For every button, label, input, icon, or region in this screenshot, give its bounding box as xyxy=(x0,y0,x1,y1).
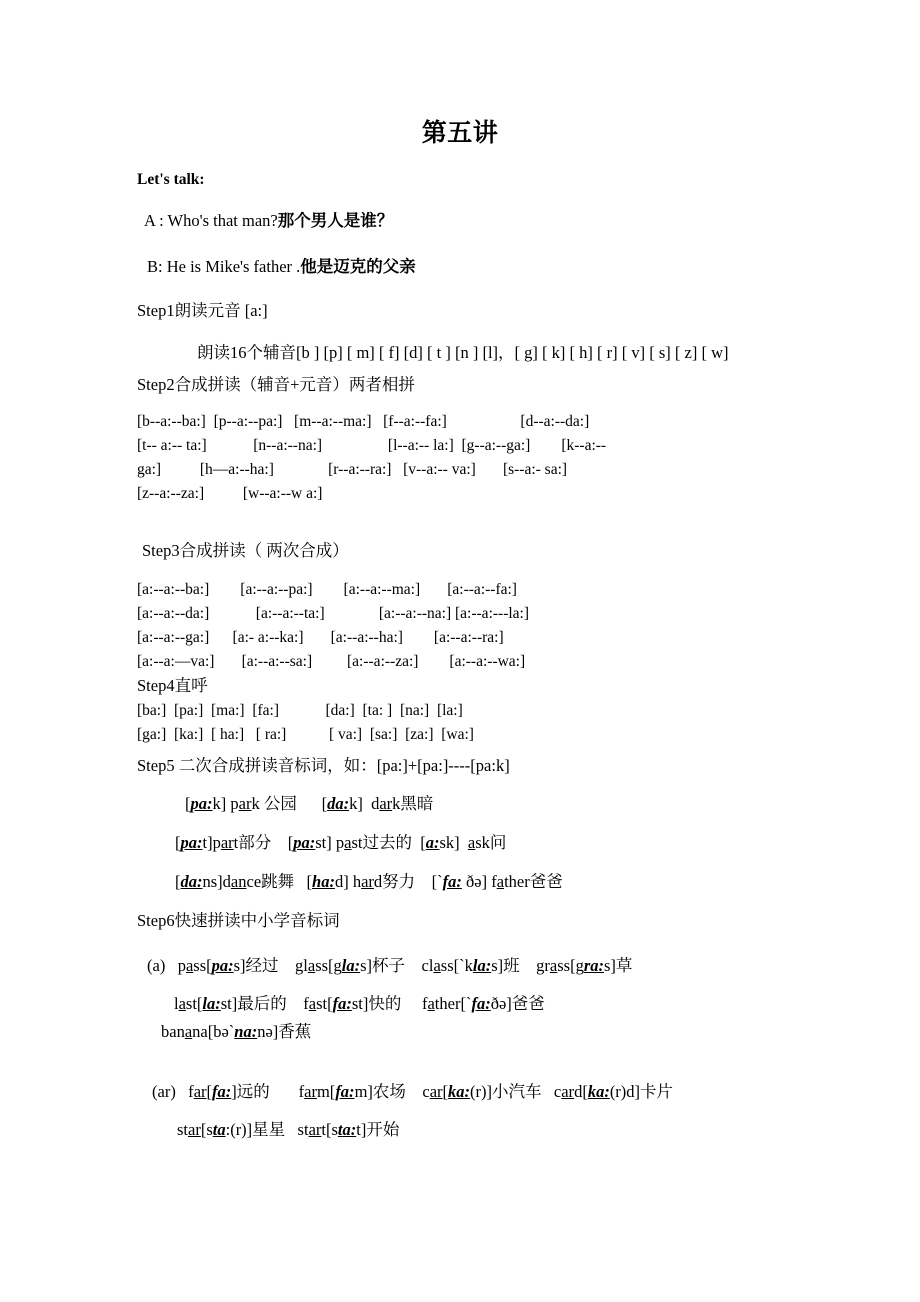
text-run: t[s xyxy=(321,1120,338,1139)
step6-group-ar-line xyxy=(137,1118,783,1142)
text-run: ka: xyxy=(448,1082,471,1101)
step6-group-a-line xyxy=(137,1020,783,1044)
text-run: an xyxy=(230,872,247,891)
text-run: a xyxy=(467,833,476,852)
text-run: [ xyxy=(175,872,181,891)
text-run: [ xyxy=(442,1082,449,1101)
text-run: ar xyxy=(188,1120,201,1139)
step5-line xyxy=(137,831,783,855)
text-run: ta: xyxy=(337,1120,357,1139)
dialog-line-a xyxy=(137,210,783,232)
step3-row: [a:--a:--da:] [a:--a:--ta:] [a:--a:--na:] [a:--a:---la:] xyxy=(137,605,530,622)
step2-row: ga:] [h—a:--ha:] [r--a:--ra:] [v--a:-- va:] [s--a:- sa:] xyxy=(137,461,568,478)
text-run: sk问 xyxy=(475,833,507,852)
text-run: ns]d xyxy=(202,872,231,891)
step5-line xyxy=(137,792,783,816)
step2-row: [t-- a:-- ta:] [n--a:--na:] [l--a:-- la:] [g--a:--ga:] [k--a:-- xyxy=(137,437,607,454)
dialog-chinese-a: 那个男人是谁？ xyxy=(277,211,394,230)
text-run: na: xyxy=(234,1022,258,1041)
text-run: a xyxy=(185,956,194,975)
text-run: st] p xyxy=(315,833,345,852)
text-run: ar xyxy=(193,1082,207,1101)
lets-talk-label: Let's talk: xyxy=(137,171,205,188)
text-run: s]杯子 cl xyxy=(360,956,434,975)
text-run: la: xyxy=(472,956,492,975)
text-run: s]经过 gl xyxy=(233,956,308,975)
text-run: ther[` xyxy=(434,994,472,1013)
step6-heading: Step6快速拼读中小学音标词 xyxy=(137,911,340,930)
text-run: st[ xyxy=(185,994,203,1013)
text-run: k] p xyxy=(212,794,239,813)
text-run: d] h xyxy=(334,872,362,891)
dialog-english-b: He is Mike's father . xyxy=(166,257,301,276)
text-run: l xyxy=(174,994,179,1013)
text-run: ce跳舞 [ xyxy=(246,872,313,891)
text-run: ar xyxy=(238,794,252,813)
text-run: st]最后的 f xyxy=(220,994,309,1013)
text-run: da: xyxy=(180,872,203,891)
step3-heading: Step3合成拼读（ 两次合成） xyxy=(142,541,349,560)
text-run: st xyxy=(177,1120,189,1139)
text-run: pa: xyxy=(293,833,316,852)
page-title: 第五讲 xyxy=(421,118,499,147)
step3-row: [a:--a:--ba:] [a:--a:--pa:] [a:--a:--ma:] [a:--a:--fa:] xyxy=(137,581,517,598)
text-run: nə]香蕉 xyxy=(257,1022,312,1041)
step2-heading: Step2合成拼读（辅音+元音）两者相拼 xyxy=(137,375,415,394)
text-run: [ xyxy=(185,794,191,813)
text-run: ra: xyxy=(583,956,604,975)
step3-row: [a:--a:--ga:] [a:- a:--ka:] [a:--a:--ha:] [a:--a:--ra:] xyxy=(137,629,504,646)
text-run: :(r)]星星 st xyxy=(225,1120,309,1139)
text-run: ar xyxy=(429,1082,443,1101)
text-run: ban xyxy=(161,1022,185,1041)
text-run: [ xyxy=(206,1082,213,1101)
text-run: a xyxy=(427,994,435,1013)
step2-row: [z--a:--za:] [w--a:--w a:] xyxy=(137,485,323,502)
text-run: pa: xyxy=(180,833,203,852)
text-run: ðə] f xyxy=(461,872,497,891)
text-run: sk] xyxy=(439,833,468,852)
text-run: fa: xyxy=(332,994,352,1013)
text-run: ta xyxy=(212,1120,226,1139)
text-run: a xyxy=(433,956,441,975)
text-run: fa: xyxy=(335,1082,355,1101)
text-run: ]远的 f xyxy=(231,1082,305,1101)
step1-consonants xyxy=(137,338,783,368)
text-run: a: xyxy=(425,833,440,852)
text-run: k] d xyxy=(349,794,380,813)
text-run: t]p xyxy=(202,833,221,852)
text-run: ka: xyxy=(587,1082,610,1101)
text-run: a xyxy=(184,1022,193,1041)
dialog-speaker-b: B: xyxy=(147,257,167,276)
text-run: ðə]爸爸 xyxy=(490,994,545,1013)
text-run: a xyxy=(344,833,352,852)
text-run: ar xyxy=(308,1120,322,1139)
text-run: st过去的 [ xyxy=(351,833,426,852)
text-run: (ar) f xyxy=(152,1082,194,1101)
text-run: fa: xyxy=(442,872,462,891)
text-run: na[bə` xyxy=(192,1022,235,1041)
dialog-english-a: Who's that man? xyxy=(167,211,278,230)
text-run: la: xyxy=(341,956,361,975)
step1-consonants-text: 朗读16个辅音[b ] [p] [ m] [ f] [d] [ t ] [n ] [l]，[ g] [ k] [ h] [ r] [ v] [ s] [ z] [ w] xyxy=(197,343,729,362)
text-run: ss[g xyxy=(557,956,584,975)
document-body xyxy=(137,0,783,1142)
text-run: a xyxy=(496,872,505,891)
step4-heading: Step4直呼 xyxy=(137,676,208,695)
text-run: m]农场 c xyxy=(354,1082,430,1101)
text-run: ar xyxy=(361,872,374,891)
step6-group-ar-line xyxy=(137,1080,783,1104)
dialog-line-b xyxy=(137,256,783,278)
text-run: a xyxy=(308,994,317,1013)
text-run: (a) p xyxy=(147,956,186,975)
step5-heading: Step5 二次合成拼读音标词，如：[pa:]+[pa:]----[pa:k] xyxy=(137,756,510,775)
text-run: (r)d]卡片 xyxy=(609,1082,674,1101)
text-run: (r)]小汽车 c xyxy=(470,1082,562,1101)
step4-row: [ba:] [pa:] [ma:] [fa:] [da:] [ta: ] [na:] [la:] xyxy=(137,702,463,719)
text-run: [ xyxy=(175,833,181,852)
text-run: ha: xyxy=(312,872,335,891)
dialog-chinese-b: 他是迈克的父亲 xyxy=(300,257,416,276)
text-run: fa: xyxy=(471,994,491,1013)
text-run: pa: xyxy=(211,956,234,975)
text-run: s]班 gr xyxy=(491,956,550,975)
text-run: st[ xyxy=(316,994,333,1013)
step6-group-a-line xyxy=(137,954,783,978)
text-run: d努力 [` xyxy=(373,872,443,891)
text-run: ss[ xyxy=(193,956,212,975)
text-run: t]开始 xyxy=(356,1120,400,1139)
dialog-speaker-a: A : xyxy=(144,211,168,230)
text-run: ar xyxy=(220,833,234,852)
text-run: t部分 [ xyxy=(233,833,294,852)
text-run: [s xyxy=(200,1120,213,1139)
text-run: ar xyxy=(561,1082,575,1101)
text-run: a xyxy=(549,956,558,975)
step2-row: [b--a:--ba:] [p--a:--pa:] [m--a:--ma:] [f--a:--fa:] [d--a:--da:] xyxy=(137,413,590,430)
text-run: ther爸爸 xyxy=(504,872,563,891)
text-run: a xyxy=(307,956,316,975)
text-run: k 公园 [ xyxy=(251,794,328,813)
text-run: la: xyxy=(202,994,221,1013)
text-run: ar xyxy=(379,794,393,813)
text-run: ss[g xyxy=(315,956,342,975)
step3-row: [a:--a:—va:] [a:--a:--sa:] [a:--a:--za:] [a:--a:--wa:] xyxy=(137,653,526,670)
step4-rows xyxy=(137,699,783,747)
step2-rows xyxy=(137,410,783,506)
text-run: pa: xyxy=(190,794,213,813)
text-run: s]草 xyxy=(604,956,633,975)
text-run: a xyxy=(178,994,186,1013)
step5-line xyxy=(137,870,783,894)
step6-group-a-line xyxy=(137,992,783,1016)
text-run: st]快的 f xyxy=(351,994,428,1013)
text-run: ar xyxy=(304,1082,317,1101)
step3-rows xyxy=(137,578,783,674)
text-run: da: xyxy=(327,794,350,813)
text-run: fa: xyxy=(212,1082,232,1101)
text-run: d[ xyxy=(574,1082,588,1101)
step1-heading: Step1朗读元音 [a:] xyxy=(137,301,268,320)
text-run: k黑暗 xyxy=(392,794,434,813)
text-run: m[ xyxy=(316,1082,336,1101)
step4-row: [ga:] [ka:] [ ha:] [ ra:] [ va:] [sa:] [za:] [wa:] xyxy=(137,726,474,743)
text-run: ss[`k xyxy=(440,956,473,975)
